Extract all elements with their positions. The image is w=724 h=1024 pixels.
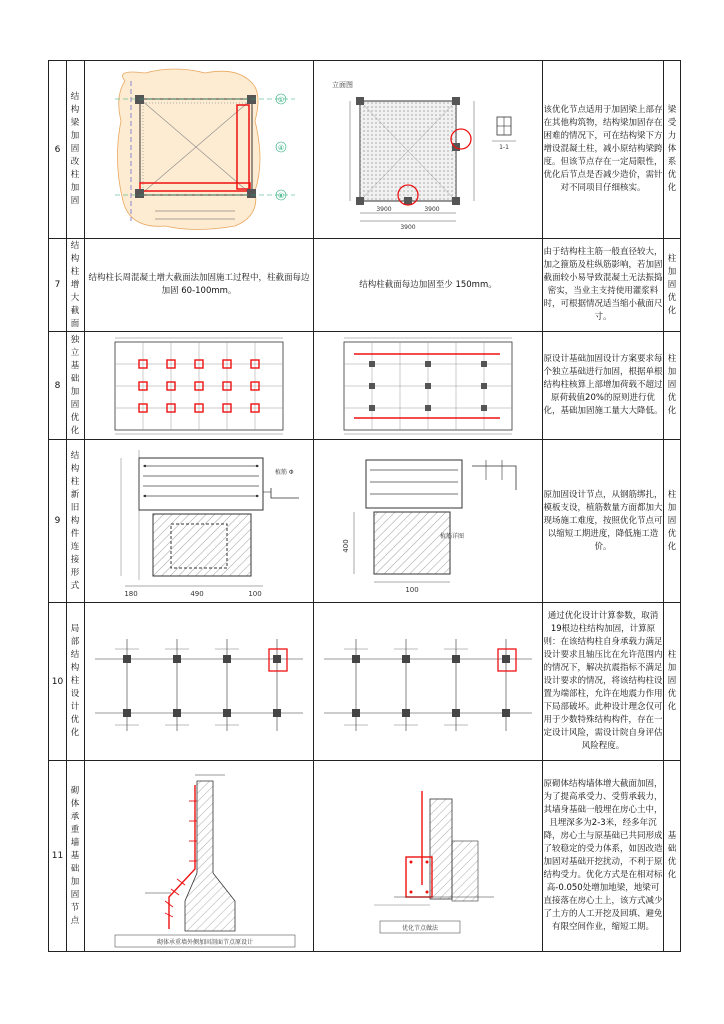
category: 基础优化 [664, 761, 681, 952]
category: 柱加固优化 [664, 440, 681, 603]
description: 原砌体结构墙体增大截面加固，为了提高承受力、受剪承载力，其墙身基础一般埋在房心土中，且埋深多为2-3米，经多年沉降，房心土与原基础已共同形成了较稳定的受力体系，如因改造加固对基础开挖扰动，不利于原结构受力。优化方式是在相对标高-0.050处增加地梁，地梁可直接落在房心土上，该方式减少了土方的人工开挖及回填、避免有限空间作业，缩短工期。 [543, 761, 664, 952]
description: 该优化节点适用于加固梁上部存在其他构筑物，结构梁加固存在困难的情况下，可在结构梁下方增设混凝土柱，减小原结构梁跨度。但该节点存在一定局限性，优化后节点是否减少造价，需针对不同项目仔细核实。 [543, 61, 664, 239]
optimized-drawing [314, 603, 543, 761]
description: 通过优化设计计算参数，取消19根边柱结构加固，计算原则：在该结构柱自身承载力满足设计要求且轴压比在允许范围内的情况下，解决抗震指标不满足设计要求的情况，将该结构柱设置为端部柱，允许在地震力作用下局部破坏。此种设计理念仅可用于少数特殊结构构件，存在一定设计风险，需设计院自身评估风险程度。 [543, 603, 664, 761]
drawing-caption: 优化节点做法 [401, 925, 439, 932]
item-name: 砌体承重墙基础加固节点 [67, 761, 85, 952]
category: 柱加固优化 [664, 239, 681, 332]
beam-plan-original-diagram [85, 61, 313, 238]
optimized-drawing [314, 332, 543, 440]
table-row [49, 603, 681, 761]
dimension: 3900 [400, 224, 416, 231]
column-plan-original-diagram [85, 603, 313, 760]
table-row [49, 332, 681, 440]
column-plan-optimized-diagram [314, 603, 542, 760]
table-row [49, 761, 681, 952]
column-connection-original-diagram [85, 440, 313, 602]
description: 由于结构柱主筋一般直径较大，加之箍筋及柱纵筋影响，若加固截面较小易导致混凝土无法振捣密实，当业主支持使用灌浆料时，可根据情况适当缩小截面尺寸。 [543, 239, 664, 332]
optimized-drawing [314, 440, 543, 603]
dimension: 100 [405, 586, 419, 594]
dimension: 180 [124, 590, 138, 598]
original-text: 结构柱长周混凝土增大截面法加固施工过程中，柱截面每边加固 60-100mm。 [85, 239, 314, 332]
category: 柱加固优化 [664, 603, 681, 761]
item-name: 局部结构柱设计优化 [67, 603, 85, 761]
optimized-drawing [314, 61, 543, 239]
axis-label: ④ [277, 144, 285, 152]
wall-foundation-original-diagram [85, 761, 313, 951]
axis-label: ① [277, 96, 285, 104]
item-name: 独立基础加固优化 [67, 332, 85, 440]
detail-label: 1-1 [499, 144, 509, 151]
row-number: 7 [49, 239, 67, 332]
original-drawing [85, 332, 314, 440]
foundation-plan-optimized-diagram [314, 332, 542, 439]
original-drawing [85, 440, 314, 603]
table-row [49, 440, 681, 603]
dimension: 100 [248, 590, 262, 598]
table-row [49, 61, 681, 239]
category: 梁受力体系优化 [664, 61, 681, 239]
optimized-text: 结构柱截面每边加固至少 150mm。 [314, 239, 543, 332]
item-name: 结构柱增大截面 [67, 239, 85, 332]
wall-foundation-optimized-diagram [314, 761, 542, 951]
beam-plan-optimized-diagram [314, 61, 542, 238]
dimension: 400 [342, 539, 350, 553]
description: 原设计基础加固设计方案要求每个独立基础进行加固，根据单根结构柱核算上部增加荷载不超过原荷载值20%的原则进行优化，基础加固施工量大大降低。 [543, 332, 664, 440]
drawing-caption: 砌体承重墙外侧加固剖面节点原设计 [156, 939, 254, 946]
row-number: 6 [49, 61, 67, 239]
optimized-drawing [314, 761, 543, 952]
row-number: 8 [49, 332, 67, 440]
foundation-plan-original-diagram [85, 332, 313, 439]
row-number: 9 [49, 440, 67, 603]
description: 原加固设计节点，从钢筋绑扎，模板支设，植筋数量方面都加大现场施工难度，按照优化节点可以缩短工期进度，降低施工造价。 [543, 440, 664, 603]
row-number: 10 [49, 603, 67, 761]
table-row [49, 239, 681, 332]
callout: 植筋 Φ [275, 469, 294, 476]
drawing-title: 立面图 [332, 81, 353, 89]
row-number: 11 [49, 761, 67, 952]
item-name: 结构柱新旧构件连接形式 [67, 440, 85, 603]
axis-label: ⑧ [277, 192, 285, 200]
column-connection-optimized-diagram [314, 440, 542, 602]
item-name: 结构梁加固改柱加固 [67, 61, 85, 239]
category: 柱加固优化 [664, 332, 681, 440]
dimension: 3900 [376, 206, 392, 213]
dimension: 3900 [424, 206, 440, 213]
original-drawing [85, 61, 314, 239]
callout: 植筋详图 [440, 533, 465, 540]
original-drawing [85, 761, 314, 952]
original-drawing [85, 603, 314, 761]
optimization-table [48, 60, 681, 952]
dimension: 490 [190, 590, 204, 598]
